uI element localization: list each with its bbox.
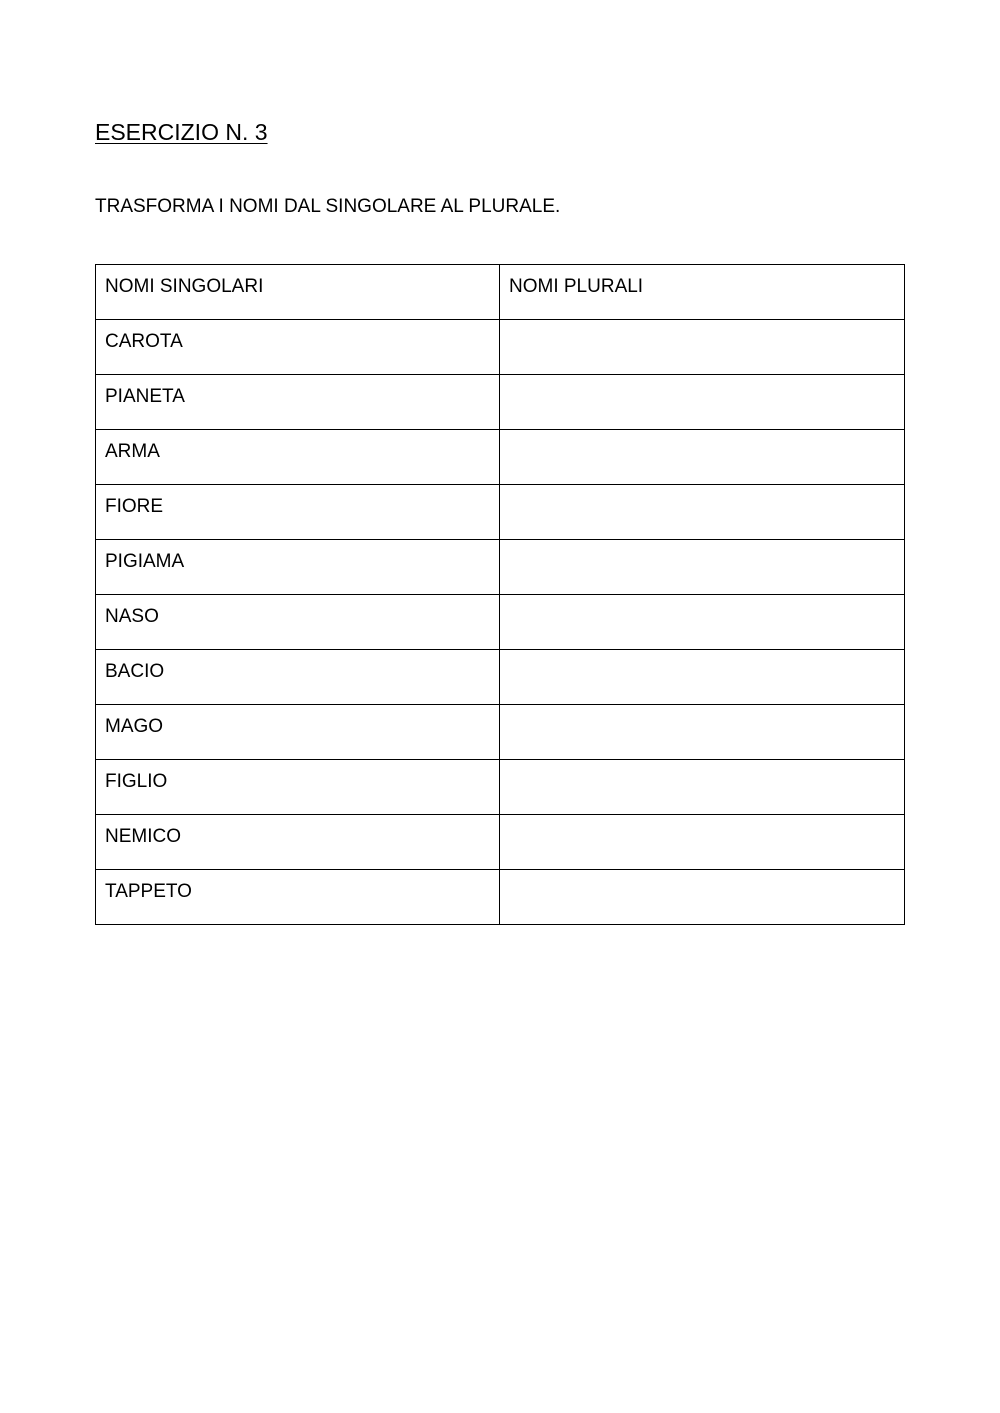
table-row xyxy=(96,320,905,375)
header-singular-label: NOMI SINGOLARI xyxy=(105,276,264,297)
plural-answer-cell[interactable] xyxy=(500,485,905,540)
plural-answer-cell[interactable] xyxy=(500,815,905,870)
table-row xyxy=(96,485,905,540)
plural-answer-cell[interactable] xyxy=(500,320,905,375)
singular-cell xyxy=(96,650,500,705)
singular-cell xyxy=(96,870,500,925)
table-row xyxy=(96,815,905,870)
singular-word: MAGO xyxy=(105,716,164,737)
table-row xyxy=(96,540,905,595)
plural-word xyxy=(509,595,904,607)
singular-cell xyxy=(96,320,500,375)
singular-word: PIGIAMA xyxy=(105,551,185,572)
header-plural-label: NOMI PLURALI xyxy=(509,276,644,297)
singular-cell xyxy=(96,540,500,595)
table-row xyxy=(96,760,905,815)
plural-answer-cell[interactable] xyxy=(500,705,905,760)
plural-word xyxy=(509,320,904,332)
table-header-row xyxy=(96,265,905,320)
singular-word: FIORE xyxy=(105,496,164,517)
table-row xyxy=(96,650,905,705)
plural-answer-cell[interactable] xyxy=(500,650,905,705)
plural-answer-cell[interactable] xyxy=(500,870,905,925)
singular-word: CAROTA xyxy=(105,331,183,352)
singular-cell xyxy=(96,595,500,650)
plural-word xyxy=(509,540,904,552)
singular-cell xyxy=(96,815,500,870)
plural-word xyxy=(509,430,904,442)
page-title: ESERCIZIO N. 3 xyxy=(95,119,268,145)
singular-cell xyxy=(96,375,500,430)
plural-answer-cell[interactable] xyxy=(500,595,905,650)
instruction-text: TRASFORMA I NOMI DAL SINGOLARE AL PLURALE. xyxy=(95,196,561,217)
plural-answer-cell[interactable] xyxy=(500,375,905,430)
singular-cell xyxy=(96,485,500,540)
plural-word xyxy=(509,375,904,387)
plural-word xyxy=(509,705,904,717)
plural-answer-cell[interactable] xyxy=(500,760,905,815)
singular-word: BACIO xyxy=(105,661,165,682)
table-row xyxy=(96,595,905,650)
singular-word: NASO xyxy=(105,606,159,627)
exercise-table xyxy=(95,264,905,925)
plural-answer-cell[interactable] xyxy=(500,430,905,485)
plural-word xyxy=(509,870,904,882)
header-cell-singular xyxy=(96,265,500,320)
header-cell-plural xyxy=(500,265,905,320)
plural-word xyxy=(509,815,904,827)
plural-word xyxy=(509,650,904,662)
singular-cell xyxy=(96,760,500,815)
singular-word: FIGLIO xyxy=(105,771,168,792)
plural-answer-cell[interactable] xyxy=(500,540,905,595)
plural-word xyxy=(509,485,904,497)
singular-word: NEMICO xyxy=(105,826,181,847)
singular-cell xyxy=(96,430,500,485)
singular-word: ARMA xyxy=(105,441,160,462)
table-row xyxy=(96,430,905,485)
singular-word: TAPPETO xyxy=(105,881,192,902)
singular-word: PIANETA xyxy=(105,386,185,407)
table-row xyxy=(96,870,905,925)
table-row xyxy=(96,375,905,430)
singular-cell xyxy=(96,705,500,760)
table-row xyxy=(96,705,905,760)
plural-word xyxy=(509,760,904,772)
